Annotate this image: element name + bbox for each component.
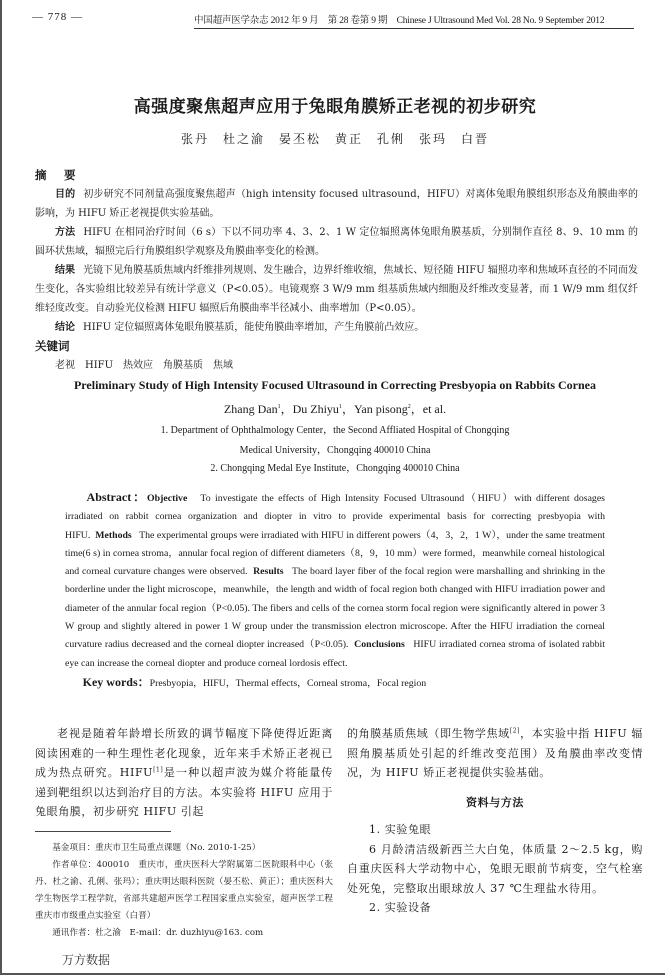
- abstract-results: [35, 261, 638, 318]
- results-label: 结果: [55, 265, 76, 276]
- intro-paragraph: [35, 724, 333, 822]
- affiliation-2: 2. Chongqing Medal Eye Institute，Chongqing 400010 China: [210, 463, 460, 474]
- objective-text-en: To investigate the effects of High Intensity Focused Ultrasound（HIFU）with different dosages irradiated on rabbit cornea organization and diopter in vitro to provide experimental basis for correcting presbyopia with HIFU.: [65, 493, 605, 541]
- methods-text: HIFU 在相同治疗时间（6 s）下以不同功率 4、3、2、1 W 定位辐照离体兔眼角膜基质，分别制作直径 8、9、10 mm 的圆环状焦域，辐照完后行角膜组织学观察及角膜曲率变化的检测。: [35, 227, 639, 257]
- intro-continuation: [347, 724, 643, 783]
- methods-label-en: Methods: [95, 529, 132, 541]
- results-text-en: The board layer fiber of the focal region were marshalling and shrinking in the borderline under the light microscope，meanwhile，the length and width of focal region both changed with HIFU irradiation power and diameter of the annular focal region（P<0.05). The fibers and cells of the cornea storm focal region were significantly altered in power 3 W group and slightly altered in power 1 W group under the transmission electron microscope. After the HIFU irradiation the corneal curvature radius decreased and the corneal diopter increased（P<0.05).: [65, 566, 605, 651]
- section-heading: 资料与方法: [466, 795, 524, 809]
- watermark: 万方数据: [62, 953, 111, 967]
- keywords-cn: 老视 HIFU 热效应 角膜基质 焦域: [55, 360, 234, 371]
- abstract-conclusion: [35, 318, 638, 337]
- abstract-objective: [35, 185, 638, 223]
- footnote-fund: 基金项目：重庆市卫生局重点课题（No. 2010-1-25）: [52, 843, 261, 853]
- abstract-methods: [35, 223, 638, 261]
- affiliation-1b: Medical University，Chongqing 400010 China: [239, 445, 431, 456]
- running-head: 中国超声医学杂志 2012 年 9 月 第 28 卷第 9 期 Chinese J Ultrasound Med Vol. 28 No. 9 September 2012: [194, 12, 634, 29]
- conclusion-text: HIFU 定位辐照离体兔眼角膜基质，能使角膜曲率增加，产生角膜前凸效应。: [83, 322, 425, 333]
- objective-label-en: Objective: [147, 493, 188, 504]
- abstract-heading: 摘 要: [35, 168, 79, 182]
- citation-ref: [2]: [509, 727, 521, 735]
- authors-suffix: ，et al.: [410, 402, 447, 416]
- objective-text: 初步研究不同剂量高强度聚焦超声（high intensity focused ultrasound，HIFU）对离体兔眼角膜组织形态及角膜曲率的影响，为 HIFU 矫正老视提供实验基础。: [35, 189, 638, 219]
- citation-ref: [1]: [153, 766, 164, 774]
- english-title: Preliminary Study of High Intensity Focused Ultrasound in Correcting Presbyopia on Rabbits Cornea: [73, 378, 597, 392]
- author-list: 张丹 杜之渝 晏丕松 黄正 孔俐 张玛 白晋: [180, 132, 489, 146]
- body-left-column: [35, 724, 333, 822]
- author-affil-sup: 1: [338, 404, 342, 410]
- methods-text-en: The experimental groups were irradiated with HIFU in different powers（4，3，2，1 W），under the same treatment time(6 s) in cornea stroma，annular focal region of different diameters（8，9，10 mm）were formed，meanwhile corneal histological and corneal curvature changes were observed.: [65, 529, 605, 578]
- continuation-text-b: ，本实验中指 HIFU 辐照角膜基质处引起的纤维改变范围）及角膜曲率改变情况，为 HIFU 矫正老视提供实验基础。: [347, 727, 643, 779]
- author-affil-sup: 2: [407, 404, 411, 410]
- subsection-1-text: 6 月龄清洁级新西兰大白兔，体质量 2～2.5 kg，购自重庆医科大学动物中心，兔眼无眼前节病变，空气栓塞处死兔，完整取出眼球放人 37 ℃生理盐水待用。: [347, 842, 643, 895]
- continuation-text-a: 的角膜基质焦域（即生物学焦域: [347, 727, 510, 740]
- keywords-label-en: Key words：: [82, 674, 150, 689]
- author-name: Yan pisong: [353, 402, 408, 416]
- subsection-1-heading: 1. 实验兔眼: [369, 823, 432, 836]
- results-text: 光镜下见角膜基质焦域内纤维排列规则、发生融合，边界纤维收缩，焦域长、短径随 HIFU 辐照功率和焦域环直径的不同而发生变化，各实验组比较差异有统计学意义（P<0.05）。电镜观察 3 W/9 mm 组基质焦域内细胞及纤维改变显著，而 1 W/9 mm 组仅纤维轻度改变。自动验光仪检测 HIFU 辐照后角膜曲率半径减小、曲率增加（P<0.05）。: [35, 265, 638, 314]
- author-name: Du Zhiyu: [292, 402, 339, 416]
- footnote-divider: [35, 831, 171, 832]
- keywords-text-en: Presbyopia，HIFU，Thermal effects，Corneal stroma，Focal region: [149, 677, 427, 689]
- abstract-label: Abstract：: [86, 490, 148, 504]
- objective-label: 目的: [55, 189, 76, 200]
- article-title: 高强度聚焦超声应用于兔眼角膜矫正老视的初步研究: [133, 97, 537, 117]
- conclusions-text-en: HIFU irradiated cornea stroma of isolated rabbit eye can increase the corneal diopter and produce corneal lordosis effect.: [65, 639, 605, 669]
- english-keywords: [65, 673, 605, 693]
- english-abstract: [65, 488, 605, 693]
- body-right-column: [347, 724, 643, 918]
- intro-text-a: 老视是随着年龄增长所致的调节幅度下降使得近距离阅读困难的一种生理性老化现象，近年来手术矫正老视已成为热点研究。HIFU: [35, 727, 333, 779]
- keywords-heading: 关键词: [35, 339, 70, 353]
- page-number: — 778 —: [32, 11, 83, 23]
- conclusions-label-en: Conclusions: [354, 639, 405, 651]
- affiliation-1a: 1. Department of Ophthalmology Center，the Second Affliated Hospital of Chongqing: [160, 425, 510, 436]
- intro-text-b: 是一种以超声波为媒介将能量传递到靶组织以达到治疗目的方法。本实验将 HIFU 应用于兔眼角膜，初步研究 HIFU 引起: [35, 766, 333, 818]
- author-affil-sup: 1: [277, 404, 281, 410]
- chinese-abstract: [35, 166, 638, 375]
- methods-label: 方法: [55, 227, 76, 238]
- english-authors: Zhang Dan$^1$，Du Zhiyu$^1$，Yan pisong$^2$，et al.: [223, 402, 447, 416]
- english-abstract-body: [65, 488, 605, 673]
- footnote-contact: 通讯作者：杜之渝 E-mail：dr. duzhiyu@163. com: [52, 928, 264, 938]
- footnotes: [35, 840, 333, 942]
- results-label-en: Results: [253, 566, 284, 578]
- footnote-units: 作者单位：400010 重庆市，重庆医科大学附属第二医院眼科中心（张丹、杜之渝、孔俐、张玛）；重庆明达眼科医院（晏丕松、黄正）；重庆医科大学生物医学工程学院，省部共建超声医学工程国家重点实验室，超声医学工程重庆市市级重点实验室（白晋）: [35, 860, 333, 921]
- conclusion-label: 结论: [55, 322, 75, 333]
- author-name: Zhang Dan: [223, 402, 278, 416]
- subsection-2-heading: 2. 实验设备: [369, 901, 432, 914]
